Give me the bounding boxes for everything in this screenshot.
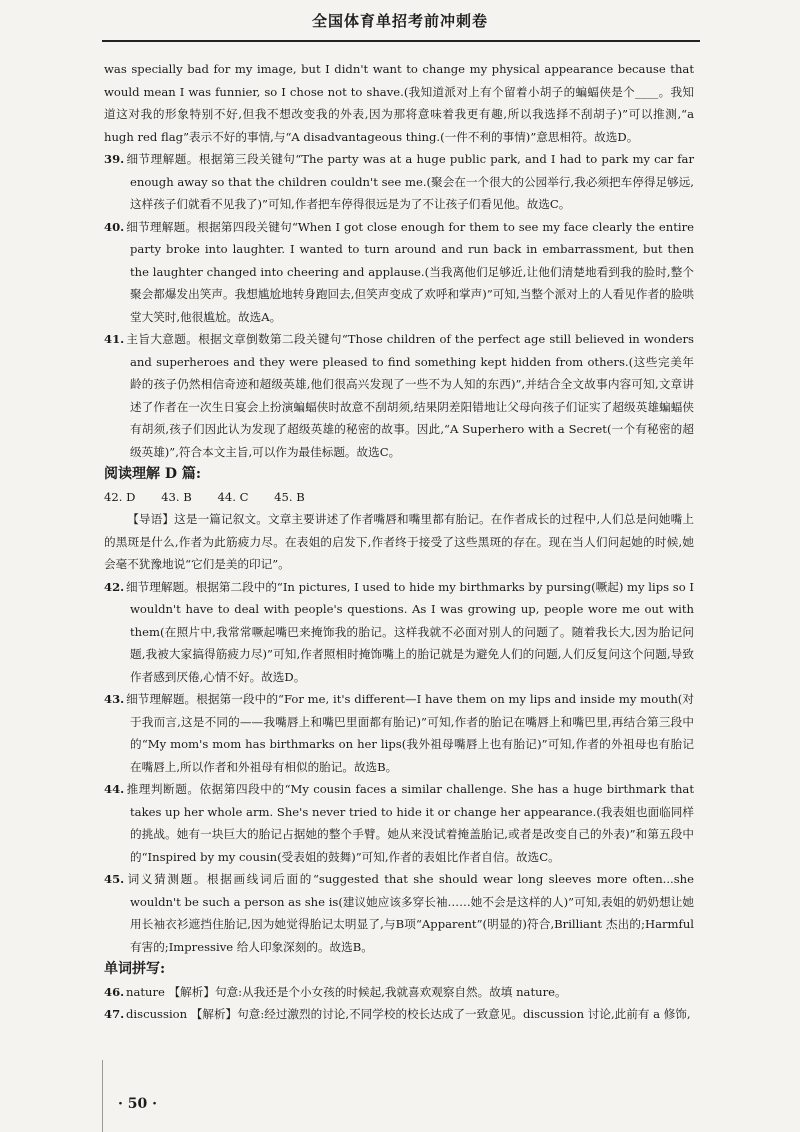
answer-key-43: 43. B [161,489,192,504]
answer-47 [104,1003,694,1026]
answer-41-number: 41. [104,332,125,346]
section-word-spelling: 单词拼写: [104,961,166,977]
answer-43 [104,688,694,778]
answer-44-text: 推理判断题。依据第四段中的“My cousin faces a similar challenge. She has a huge birthmark that takes up her whole arm. She's never tried to hide it or change her appearance.(我表姐也面临同样的挑战。她有一块巨大的胎记占据她的整个手臂。她从来没试着掩盖胎记,或者是改变自己的外表)”和第五段中的“Inspired by my cousin(受表姐的鼓舞)”可知,作者的表姐比作者自信。故选C。 [126,782,694,864]
section-reading-d: 阅读理解 D 篇: [104,466,202,482]
answer-key-45: 45. B [274,489,305,504]
header-divider [102,40,700,42]
binding-margin-line [102,1060,103,1132]
answer-key-42: 42. D [104,489,136,504]
answer-41 [104,328,694,463]
answer-44-number: 44. [104,782,125,796]
answer-45-text: 词义猜测题。根据画线词后面的“suggested that she should wear long sleeves more often...she wouldn't be such a person as she is(建议她应该多穿长袖……她不会是这样的人)”可知,表姐的奶奶想让她用长袖衣衫遮挡住胎记,因为她觉得胎记太明显了,与B项“Apparent”(明显的)符合,Brilliant 杰出的;Harmful 有害的;Impressive 给人印象深刻的。故选B。 [126,872,694,954]
answer-42-text: 细节理解题。根据第二段中的“In pictures, I used to hide my birthmarks by pursing(噘起) my lips so I wouldn't have to deal with people's questions. As I was growing up, people wore me out with them(在照片中,我常常噘起嘴巴来掩饰我的胎记。这样我就不必面对别人的问题了。随着我长大,因为胎记问题,我被大家搞得筋疲力尽)”可知,作者照相时掩饰嘴上的胎记就是为避免人们的问题,人们反复问这个问题,导致作者感到厌倦,心情不好。故选D。 [126,579,694,684]
answer-40 [104,216,694,329]
answer-39-text: 细节理解题。根据第三段关键句“The party was at a huge public park, and I had to park my car far enough away so that the children couldn't see me.(聚会在一个很大的公园举行,我必须把车停得足够远,这样孩子们就看不见我了)”可知,作者把车停得很远是为了不让孩子们看见他。故选C。 [126,152,694,211]
answer-46-text: nature 【解析】句意:从我还是个小女孩的时候起,我就喜欢观察自然。故填 nature。 [126,984,567,999]
answer-key-44: 44. C [217,489,249,504]
answer-46 [104,981,694,1004]
answer-45-number: 45. [104,872,125,886]
answer-44 [104,778,694,868]
answer-39 [104,148,694,216]
answer-42 [104,576,694,689]
answer-47-text: discussion 【解析】句意:经过激烈的讨论,不同学校的校长达成了一致意见。discussion 讨论,此前有 a 修饰, [126,1007,691,1021]
answer-40-number: 40. [104,219,125,234]
page-header-title: 全国体育单招考前冲刺卷 [311,12,488,30]
page-number: · 50 · [118,1096,157,1112]
answer-47-number: 47. [104,1007,125,1021]
answer-41-text: 主旨大意题。根据文章倒数第二段关键句“Those children of the perfect age still believed in wonders and superheroes and they were pleased to find something kept hidden from others.(这些完美年龄的孩子仍然相信奇迹和超级英雄,他们很高兴发现了一些不为人知的东西)”,并结合全文故事内容可知,文章讲述了作者在一次生日宴会上扮演蝙蝠侠时故意不刮胡须,结果阴差阳错地让父母向孩子们证实了超级英雄蝙蝠侠有胡须,孩子们因此认为发现了超级英雄的秘密的故事。因此,“A Superhero with a Secret(一个有秘密的超级英雄)”,符合本文主旨,可以作为最佳标题。故选C。 [126,332,694,459]
answer-43-number: 43. [104,692,125,706]
answer-42-number: 42. [104,579,125,594]
paragraph-continuation: was specially bad for my image, but I didn't want to change my physical appearance because that would mean I was funnier, so I chose not to shave.(我知道派对上有个留着小胡子的蝙蝠侠是个____。我知道这对我的形象特别不好,但我不想改变我的外表,因为那将意味着我更有趣,所以我选择不刮胡子)”可以推测,“a hugh red flag”表示不好的事情,与“A disadvantageous thing.(一件不利的事情)”意思相符。故选D。 [104,62,694,144]
answer-43-text: 细节理解题。根据第一段中的“For me, it's different—I have them on my lips and inside my mouth(对于我而言,这是不同的——我嘴唇上和嘴巴里面都有胎记)”可知,作者的胎记在嘴唇上和嘴巴里,再结合第三段中的“My mom's mom has birthmarks on her lips(我外祖母嘴唇上也有胎记)”可知,作者的外祖母也有胎记在嘴唇上,所以作者和外祖母有相似的胎记。故选B。 [126,692,694,774]
answer-46-number: 46. [104,984,125,999]
answer-content [104,58,694,1026]
answer-39-number: 39. [104,152,125,166]
answer-45 [104,868,694,958]
answer-key-row [104,486,694,509]
answer-40-text: 细节理解题。根据第四段关键句“When I got close enough for them to see my face clearly the entire party broke into laughter. I wanted to turn around and run back in embarrassment, but then the laughter changed into cheering and applause.(当我离他们足够近,让他们清楚地看到我的脸时,整个聚会都爆发出笑声。我想尴尬地转身跑回去,但笑声变成了欢呼和掌声)”可知,当整个派对上的人看见作者的脸哄堂大笑时,他很尴尬。故选A。 [126,219,694,324]
guide-paragraph: 【导语】这是一篇记叙文。文章主要讲述了作者嘴唇和嘴里都有胎记。在作者成长的过程中,人们总是问她嘴上的黑斑是什么,作者为此筋疲力尽。在表姐的启发下,作者终于接受了这些黑斑的存在。现在当人们问起她的时候,她会毫不犹豫地说“它们是美的印记”。 [104,512,694,571]
